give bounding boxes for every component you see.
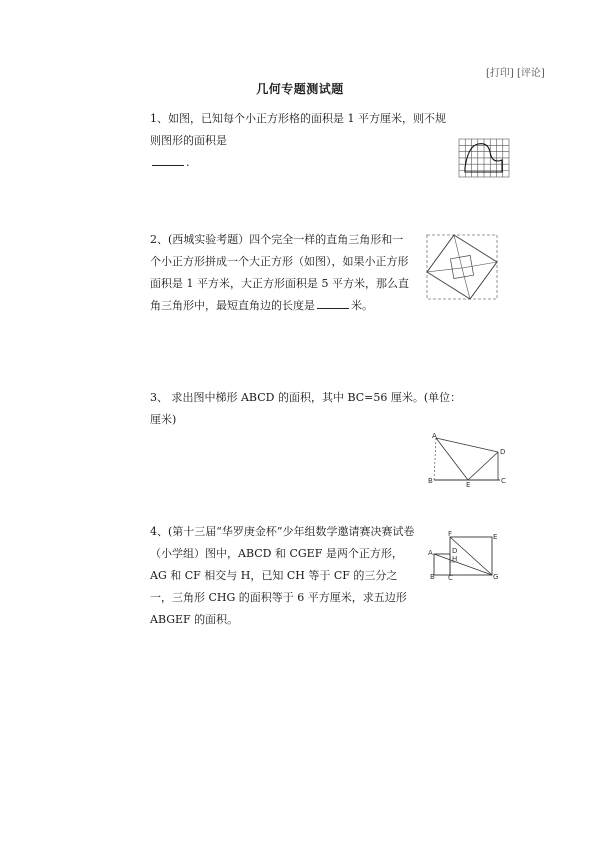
fig4-label-c: C bbox=[448, 574, 453, 580]
figure-4-squares bbox=[428, 530, 500, 580]
fig4-label-a: A bbox=[428, 549, 433, 557]
fig4-label-b: B bbox=[430, 573, 435, 580]
question-4-text: 4、(第十三届“华罗庚金杯”少年组数学邀请赛决赛试卷（小学组）图中，ABCD 和 CGEF 是两个正方形，AG 和 CF 相交与 H，已知 CH 等于 CF 的三分之一，三角形 CHG 的面积等于 6 平方厘米，求五边形 ABGEF 的面积。 bbox=[150, 525, 415, 626]
question-3-text: 3、 求出图中梯形 ABCD 的面积，其中 BC=56 厘米。(单位：厘米) bbox=[150, 391, 462, 426]
question-4 bbox=[150, 521, 416, 631]
fig3-label-d: D bbox=[500, 448, 506, 456]
comment-link[interactable]: [评论] bbox=[517, 68, 545, 79]
page-title: 几何专题测试题 bbox=[256, 82, 344, 96]
answer-blank-1 bbox=[152, 153, 184, 166]
question-1-text: 1、如图，已知每个小正方形格的面积是 1 平方厘米，则不规则图形的面积是 bbox=[150, 112, 446, 147]
fig4-label-h: H bbox=[452, 555, 458, 563]
fig3-label-b: B bbox=[428, 477, 433, 485]
fig3-label-e: E bbox=[466, 481, 471, 488]
answer-blank-2 bbox=[317, 296, 349, 309]
question-2 bbox=[150, 229, 412, 317]
print-link[interactable]: [打印] bbox=[486, 68, 514, 79]
fig4-label-g: G bbox=[493, 573, 499, 580]
question-1 bbox=[150, 108, 450, 174]
fig4-label-f: F bbox=[448, 530, 453, 538]
fig3-label-a: A bbox=[432, 432, 437, 440]
figure-2-square bbox=[424, 232, 500, 302]
question-3 bbox=[150, 387, 470, 431]
question-2-text: 2、(西城实验考题）四个完全一样的直角三角形和一个小正方形拼成一个大正方形（如图），如果小正方形面积是 1 平方米，大正方形面积是 5 平方米，那么直角三角形中，最短直角边的长度是 bbox=[150, 233, 409, 312]
fig4-label-e: E bbox=[493, 533, 498, 541]
figure-1-grid bbox=[458, 138, 510, 178]
fig3-label-c: C bbox=[501, 477, 506, 485]
question-2-tail: 米。 bbox=[351, 299, 373, 312]
question-1-tail: . bbox=[186, 156, 190, 169]
figure-3-trapezoid bbox=[426, 430, 506, 488]
fig4-label-d: D bbox=[452, 547, 458, 555]
top-links bbox=[486, 64, 545, 79]
